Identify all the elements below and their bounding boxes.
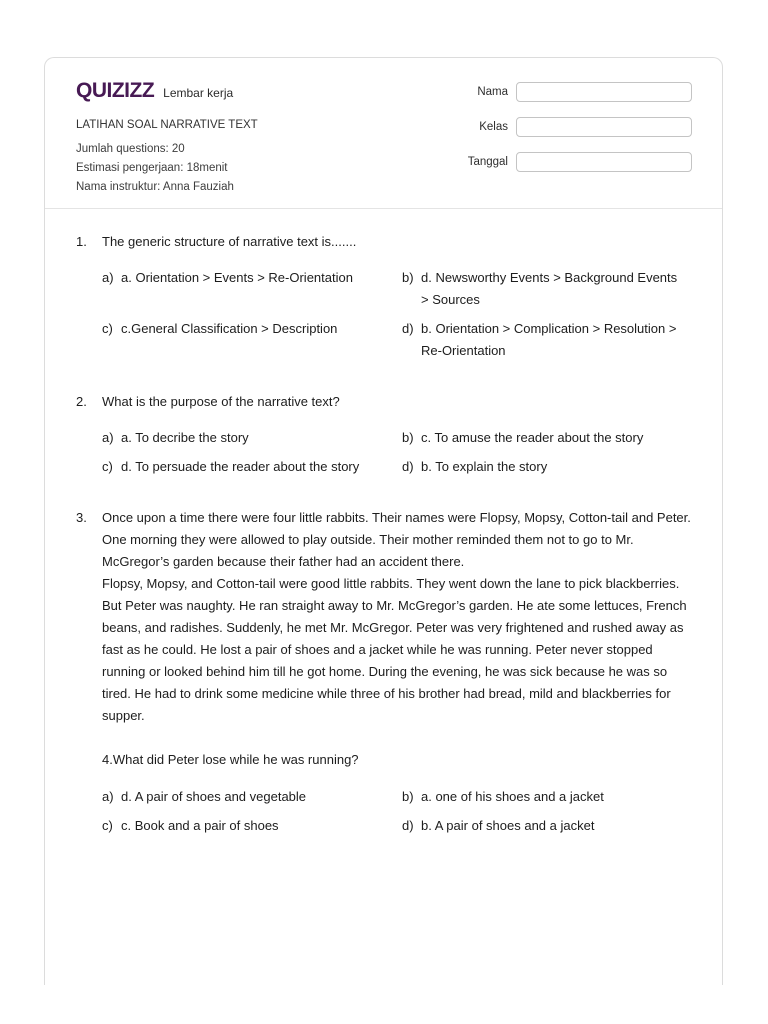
option-1a-text: a. Orientation > Events > Re-Orientation <box>121 270 353 285</box>
question-1-text: The generic structure of narrative text is....... <box>102 234 357 249</box>
option-2d <box>402 456 691 478</box>
option-2a-letter: a) <box>102 430 114 445</box>
question-1-number: 1. <box>76 234 87 249</box>
question-3-subquestion: 4.What did Peter lose while he was running? <box>102 752 359 767</box>
option-1d-text: b. Orientation > Complication > Resolution > Re-Orientation <box>421 321 677 358</box>
question-1-options <box>102 267 691 362</box>
question-3-content <box>102 507 691 837</box>
option-2c-text: d. To persuade the reader about the story <box>121 459 360 474</box>
passage-paragraph-2: Flopsy, Mopsy, and Cotton-tail were good little rabbits. They went down the lane to pick blackberries. But Peter was naughty. He ran straight away to Mr. McGregor’s garden. He ate some lettuces, French beans, and radishes. Suddenly, he met Mr. McGregor. Peter was very frightened and rushed away as fast as he could. He lost a pair of shoes and a jacket while he was running. Peter never stopped running or looked behind him till he got home. During the evening, he was sick because he was so tired. He had to drink some medicine while three of his brother had bread, mild and blackberries for supper. <box>102 576 687 723</box>
question-2-content <box>102 391 691 478</box>
option-1c <box>102 318 402 362</box>
option-1b-letter: b) <box>402 270 414 285</box>
nama-input[interactable] <box>516 82 692 102</box>
worksheet-title: LATIHAN SOAL NARRATIVE TEXT <box>76 119 258 131</box>
tanggal-input[interactable] <box>516 152 692 172</box>
student-fields <box>450 82 692 187</box>
option-2a <box>102 427 402 449</box>
quizizz-logo: QUIZIZZ <box>76 79 155 102</box>
option-3c-text: c. Book and a pair of shoes <box>121 818 279 833</box>
option-3a <box>102 786 402 808</box>
field-row-nama <box>450 82 692 102</box>
field-row-kelas <box>450 117 692 137</box>
worksheet-page <box>44 57 723 985</box>
tanggal-label: Tanggal <box>467 156 508 168</box>
worksheet-type-label: Lembar kerja <box>163 85 234 100</box>
question-2 <box>76 391 691 478</box>
option-1a-letter: a) <box>102 270 114 285</box>
option-3c-letter: c) <box>102 818 113 833</box>
questions-area <box>45 209 722 837</box>
option-2c-letter: c) <box>102 459 113 474</box>
option-2b-text: c. To amuse the reader about the story <box>421 430 644 445</box>
question-3-passage <box>102 507 691 727</box>
option-1b-text: d. Newsworthy Events > Background Events > Sources <box>421 270 678 307</box>
question-3-number: 3. <box>76 510 87 525</box>
option-3b-text: a. one of his shoes and a jacket <box>421 789 604 804</box>
meta-instructor: Nama instruktur: Anna Fauziah <box>76 181 234 193</box>
field-row-tanggal <box>450 152 692 172</box>
meta-estimated-time: Estimasi pengerjaan: 18menit <box>76 162 228 174</box>
header-info <box>76 79 450 197</box>
worksheet-header <box>45 58 722 209</box>
option-2b-letter: b) <box>402 430 414 445</box>
option-3c <box>102 815 402 837</box>
question-2-number: 2. <box>76 394 87 409</box>
option-2b <box>402 427 691 449</box>
option-3a-text: d. A pair of shoes and vegetable <box>121 789 307 804</box>
option-1d-letter: d) <box>402 321 414 336</box>
option-3d-letter: d) <box>402 818 414 833</box>
brand-row <box>76 79 450 103</box>
passage-paragraph-1: Once upon a time there were four little rabbits. Their names were Flopsy, Mopsy, Cotton-tail and Peter. One morning they were allowed to play outside. Their mother reminded them not to go to Mr. McGregor’s garden because their father had an accident there. <box>102 510 691 569</box>
question-1-content <box>102 231 691 362</box>
option-1d <box>402 318 691 362</box>
option-2d-letter: d) <box>402 459 414 474</box>
option-3d-text: b. A pair of shoes and a jacket <box>421 818 595 833</box>
option-1a <box>102 267 402 311</box>
option-2a-text: a. To decribe the story <box>121 430 249 445</box>
kelas-input[interactable] <box>516 117 692 137</box>
option-3a-letter: a) <box>102 789 114 804</box>
option-3b <box>402 786 691 808</box>
option-1c-text: c.General Classification > Description <box>121 321 338 336</box>
option-2d-text: b. To explain the story <box>421 459 548 474</box>
question-3 <box>76 507 691 837</box>
meta-question-count: Jumlah questions: 20 <box>76 143 185 155</box>
question-1 <box>76 231 691 362</box>
nama-label: Nama <box>477 86 508 98</box>
option-1b <box>402 267 691 311</box>
kelas-label: Kelas <box>479 121 508 133</box>
option-1c-letter: c) <box>102 321 113 336</box>
option-2c <box>102 456 402 478</box>
question-3-options <box>102 786 691 837</box>
option-3d <box>402 815 691 837</box>
worksheet-meta <box>76 140 450 197</box>
option-3b-letter: b) <box>402 789 414 804</box>
question-2-text: What is the purpose of the narrative text? <box>102 394 340 409</box>
question-2-options <box>102 427 691 478</box>
